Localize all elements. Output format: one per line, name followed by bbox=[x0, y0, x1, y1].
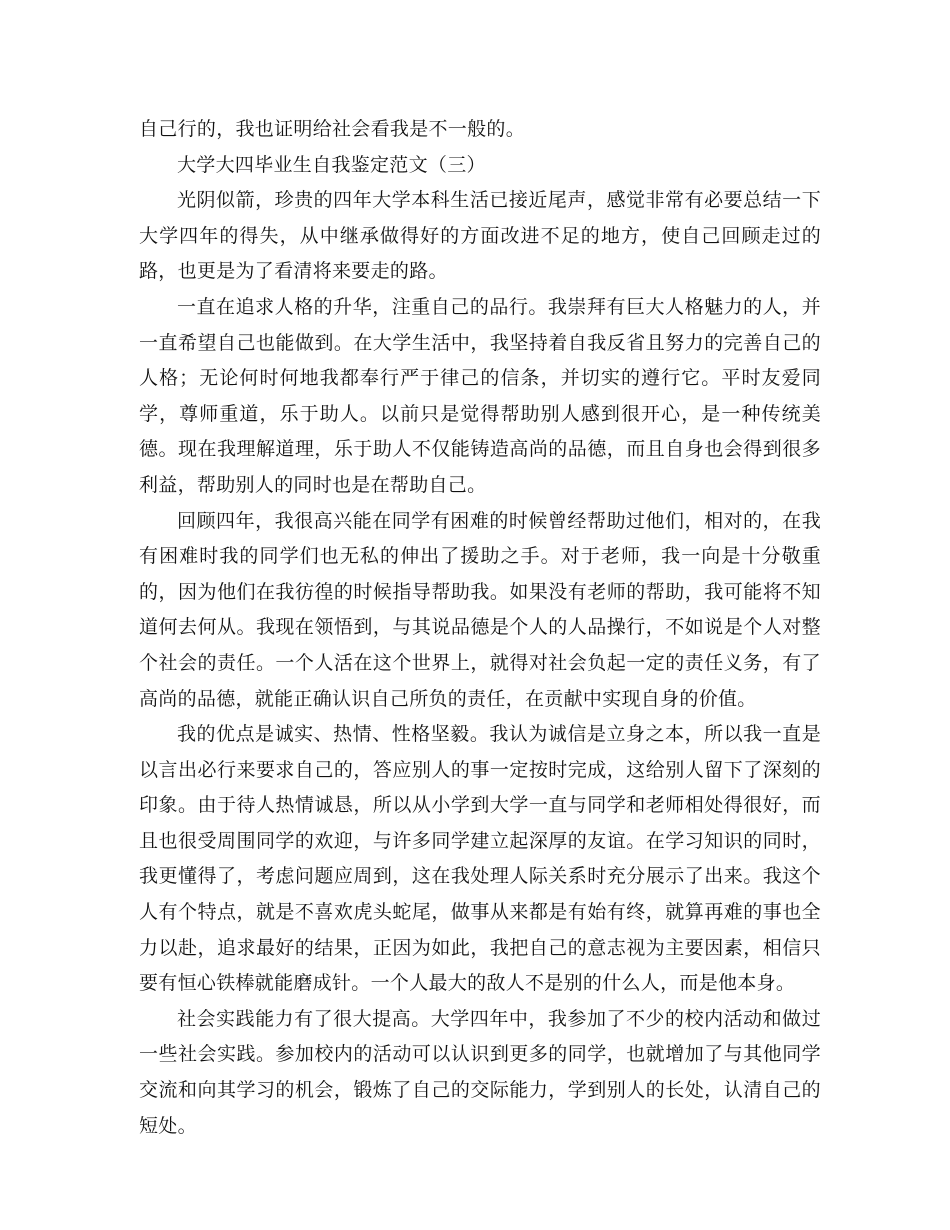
paragraph-strengths: 我的优点是诚实、热情、性格坚毅。我认为诚信是立身之本，所以我一直是以言出必行来要求自己的，答应别人的事一定按时完成，这给别人留下了深刻的印象。由于待人热情诚恳，所以从小学到大学一直与同学和老师相处得很好，而且也很受周围同学的欢迎，与许多同学建立起深厚的友谊。在学习知识的同时，我更懂得了，考虑问题应周到，这在我处理人际关系时充分展示了出来。我这个人有个特点，就是不喜欢虎头蛇尾，做事从来都是有始有终，就算再难的事也全力以赴，追求最好的结果，正因为如此，我把自己的意志视为主要因素，相信只要有恒心铁棒就能磨成针。一个人最大的敌人不是别的什么人，而是他本身。 bbox=[139, 723, 821, 995]
paragraph-review: 回顾四年，我很高兴能在同学有困难的时候曾经帮助过他们，相对的，在我有困难时我的同学们也无私的伸出了援助之手。对于老师，我一向是十分敬重的，因为他们在我彷徨的时候指导帮助我。如果没有老师的帮助，我可能将不知道何去何从。我现在领悟到，与其说品德是个人的人品操行，不如说是个人对整个社会的责任。一个人活在这个世界上，就得对社会负起一定的责任义务，有了高尚的品德，就能正确认识自己所负的责任，在贡献中实现自身的价值。 bbox=[139, 509, 821, 710]
paragraph-practice: 社会实践能力有了很大提高。大学四年中，我参加了不少的校内活动和做过一些社会实践。参加校内的活动可以认识到更多的同学，也就增加了与其他同学交流和向其学习的机会，锻炼了自己的交际能力，学到别人的长处，认清自己的短处。 bbox=[139, 1007, 821, 1137]
document-body bbox=[139, 112, 821, 1144]
paragraph-intro: 光阴似箭，珍贵的四年大学本科生活已接近尾声，感觉非常有必要总结一下大学四年的得失，从中继承做得好的方面改进不足的地方，使自己回顾走过的路，也更是为了看清将来要走的路。 bbox=[139, 189, 821, 283]
paragraph-continuation: 自己行的，我也证明给社会看我是不一般的。 bbox=[139, 118, 526, 140]
section-heading: 大学大四毕业生自我鉴定范文（三） bbox=[177, 153, 486, 176]
paragraph-character: 一直在追求人格的升华，注重自己的品行。我崇拜有巨大人格魅力的人，并一直希望自己也能做到。在大学生活中，我坚持着自我反省且努力的完善自己的人格；无论何时何地我都奉行严于律己的信条，并切实的遵行它。平时友爱同学，尊师重道，乐于助人。以前只是觉得帮助别人感到很开心，是一种传统美德。现在我理解道理，乐于助人不仅能铸造高尚的品德，而且自身也会得到很多利益，帮助别人的同时也是在帮助自己。 bbox=[139, 295, 821, 496]
